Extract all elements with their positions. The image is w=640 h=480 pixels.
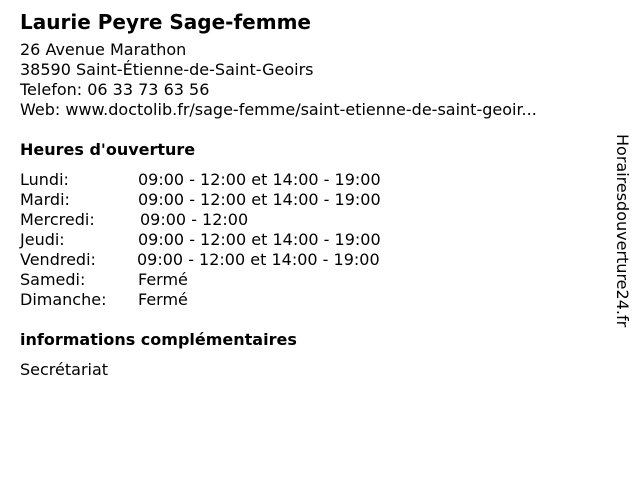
hours-row-jeudi (20, 230, 610, 250)
opening-hours-heading: Heures d'ouverture (20, 140, 196, 159)
business-name: Laurie Peyre Sage-femme (20, 10, 311, 34)
day-label: Dimanche: (20, 290, 107, 309)
additional-info-text: Secrétariat (20, 360, 109, 379)
day-hours: 09:00 - 12:00 et 14:00 - 19:00 (138, 230, 381, 249)
hours-row-dimanche (20, 290, 610, 310)
day-label: Samedi: (20, 270, 86, 289)
day-label: Vendredi: (20, 250, 96, 269)
hours-row-lundi (20, 170, 610, 190)
additional-info-heading: informations complémentaires (20, 330, 297, 349)
site-watermark: Horairesdouverture24.fr (613, 134, 632, 328)
day-label: Mercredi: (20, 210, 95, 229)
website-link[interactable]: www.doctolib.fr/sage-femme/saint-etienne-de-saint-geoir... (65, 100, 537, 119)
business-card (20, 8, 610, 380)
opening-hours-table (20, 170, 610, 310)
day-label: Mardi: (20, 190, 70, 209)
day-hours: 09:00 - 12:00 (140, 210, 249, 229)
hours-row-samedi (20, 270, 610, 290)
day-hours: 09:00 - 12:00 et 14:00 - 19:00 (138, 170, 381, 189)
contact-block (20, 40, 610, 120)
day-hours: Fermé (138, 290, 188, 309)
day-label: Jeudi: (20, 230, 65, 249)
phone-label: Telefon: (20, 80, 83, 99)
day-hours: 09:00 - 12:00 et 14:00 - 19:00 (138, 190, 381, 209)
hours-row-mardi (20, 190, 610, 210)
web-label: Web: (20, 100, 61, 119)
day-label: Lundi: (20, 170, 69, 189)
day-hours: Fermé (138, 270, 188, 289)
phone-line (20, 80, 610, 100)
phone-number[interactable]: 06 33 73 63 56 (87, 80, 210, 99)
web-line (20, 100, 610, 120)
address-street: 26 Avenue Marathon (20, 40, 187, 59)
day-hours: 09:00 - 12:00 et 14:00 - 19:00 (137, 250, 380, 269)
hours-row-vendredi (20, 250, 610, 270)
hours-row-mercredi (20, 210, 610, 230)
address-city: 38590 Saint-Étienne-de-Saint-Geoirs (20, 60, 314, 79)
